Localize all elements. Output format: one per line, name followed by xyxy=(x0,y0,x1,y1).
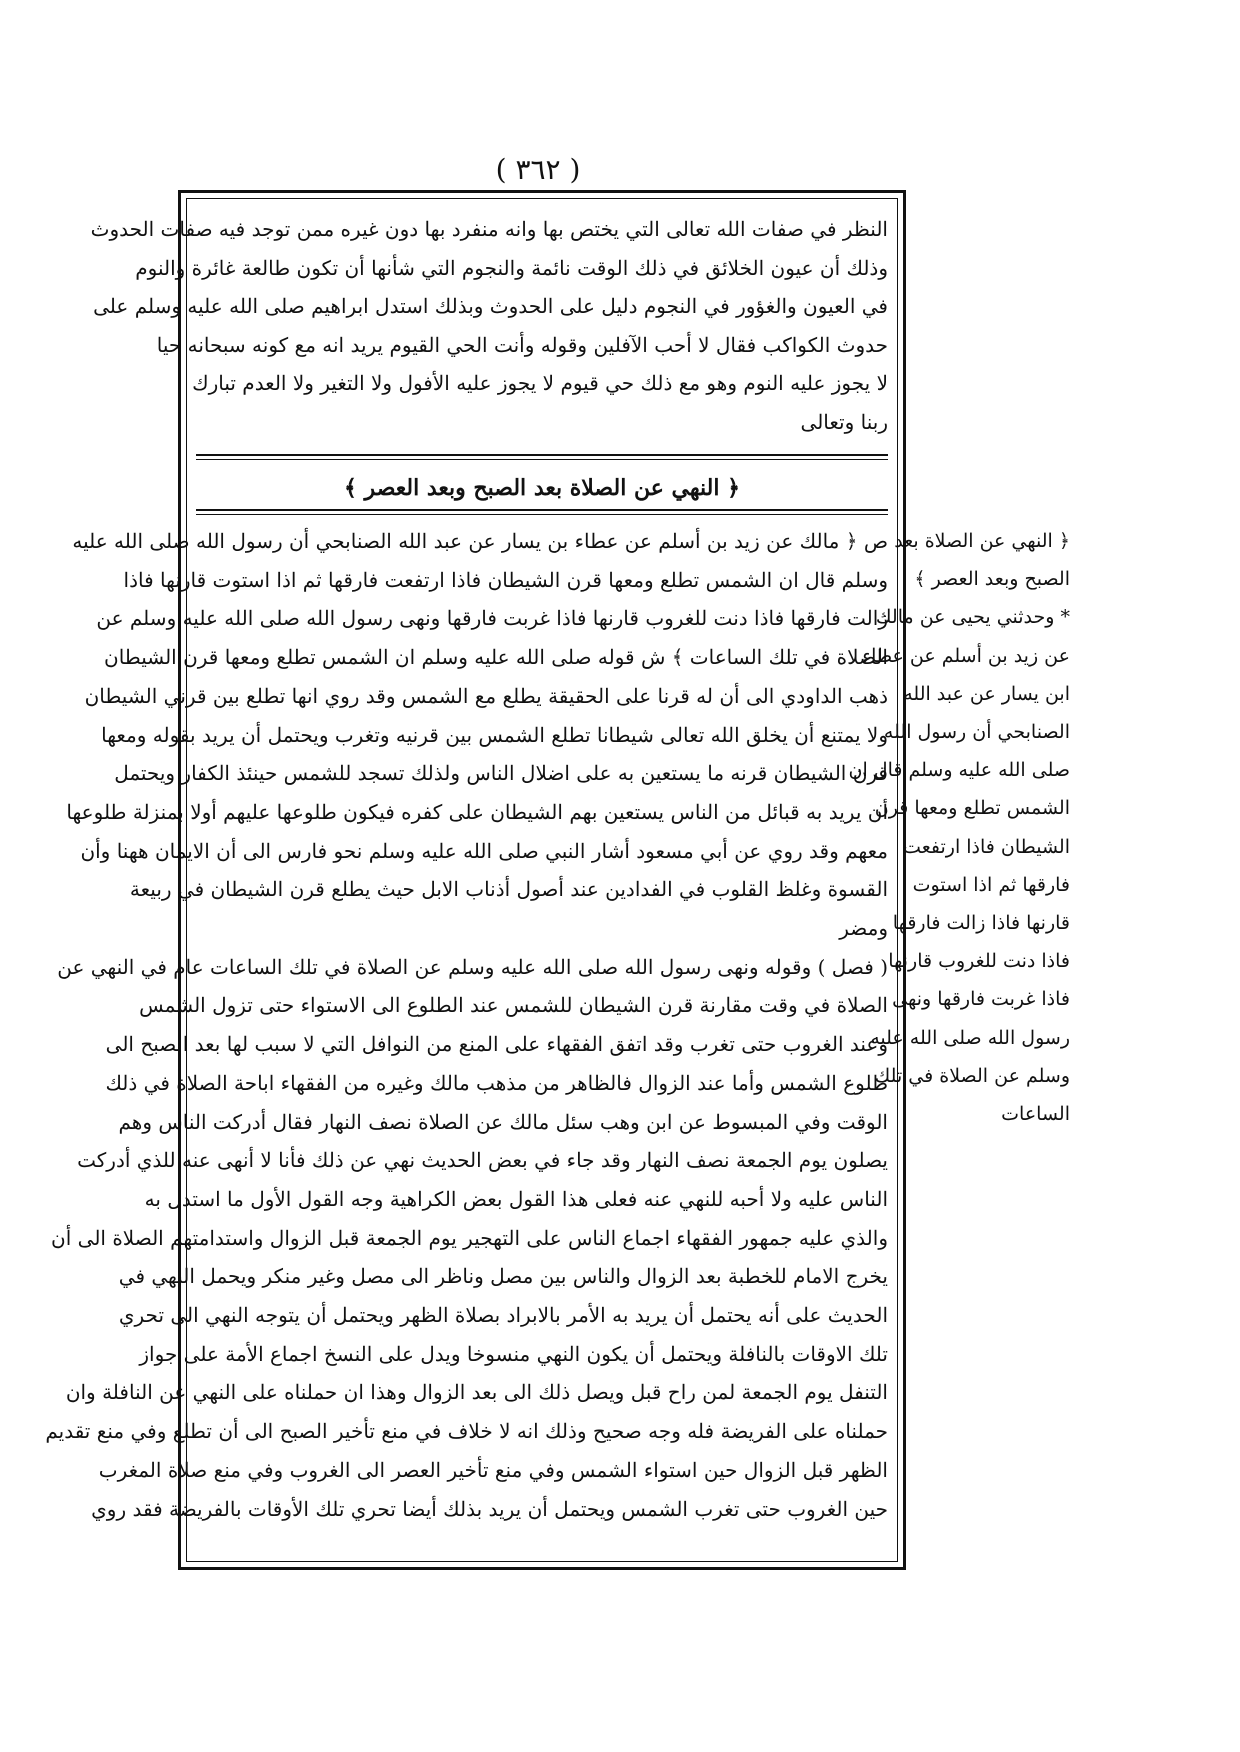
text-line: أن يريد به قبائل من الناس يستعين بهم الشيطان على كفره فيكون طلوعها عليهم أولا بمنزلة طلوعها xyxy=(66,799,888,824)
divider-bottom-thin xyxy=(196,514,888,515)
text-line: تلك الاوقات بالنافلة ويحتمل أن يكون النهي منسوخا ويدل على النسخ اجماع الأمة على جواز xyxy=(139,1341,888,1366)
text-line: الوقت وفي المبسوط عن ابن وهب سئل مالك عن الصلاة نصف النهار فقال أدركت الناس وهم xyxy=(118,1109,888,1134)
margin-line: الشمس تطلع ومعها قرن xyxy=(874,797,1070,820)
margin-line: رسول الله صلى الله عليه xyxy=(870,1026,1070,1049)
text-line: ص ﴿ مالك عن زيد بن أسلم عن عطاء بن يسار عن عبد الله الصنابحي أن رسول الله صلى الله عليه xyxy=(72,529,888,553)
text-line: ( فصل ) وقوله ونهى رسول الله صلى الله عليه وسلم عن الصلاة في تلك الساعات عام في النهي عن xyxy=(57,954,888,979)
text-line: الظهر قبل الزوال حين استواء الشمس وفي منع تأخير العصر الى الغروب وفي منع صلاة المغرب xyxy=(98,1457,888,1482)
text-line: لا يجوز عليه النوم وهو مع ذلك حي قيوم لا يجوز عليه الأفول ولا التغير ولا العدم تبارك xyxy=(192,371,888,395)
text-line: وعند الغروب حتى تغرب وقد اتفق الفقهاء على المنع من النوافل التي لا سبب لها بعد الصبح الى xyxy=(105,1032,888,1057)
text-line: حين الغروب حتى تغرب الشمس ويحتمل أن يريد بذلك أيضا تحري تلك الأوقات بالفريضة فقد روي xyxy=(91,1496,888,1521)
main-text xyxy=(45,522,888,1528)
margin-line: قارنها فاذا زالت فارقها xyxy=(892,912,1070,935)
text-line: زالت فارقها فاذا دنت للغروب قارنها فاذا غربت فارقها ونهى رسول الله صلى الله عليه وسلم عن xyxy=(96,606,888,631)
text-line: ومضر xyxy=(839,916,888,941)
divider-top xyxy=(196,454,888,456)
text-line: حملناه على الفريضة فله وجه صحيح وذلك انه لا خلاف في منع تأخير الصبح الى أن تطلع وفي منع تقديم xyxy=(45,1419,888,1444)
margin-line: فاذا غربت فارقها ونهى xyxy=(892,988,1070,1011)
margin-line: ﴿ النهي عن الصلاة بعد xyxy=(894,530,1070,552)
text-line: يخرج الامام للخطبة بعد الزوال والناس بين مصل وناظر الى مصل وغير منكر ويحمل النهي في xyxy=(118,1264,888,1289)
margin-line: الصبح وبعد العصر ﴾ xyxy=(914,568,1070,591)
margin-line: فاذا دنت للغروب قارنها xyxy=(888,950,1070,973)
text-line: قرن الشيطان قرنه ما يستعين به على اضلال الناس ولذلك تسجد للشمس حينئذ الكفار ويحتمل xyxy=(114,761,888,786)
text-line: ربنا وتعالى xyxy=(800,409,888,434)
text-line: وسلم قال ان الشمس تطلع ومعها قرن الشيطان فاذا ارتفعت فارقها ثم اذا استوت قارنها فاذا xyxy=(123,567,888,592)
text-line: في العيون والغؤور في النجوم دليل على الحدوث وبذلك استدل ابراهيم صلى الله عليه وسلم على xyxy=(93,294,888,318)
text-line: القسوة وغلظ القلوب في الفدادين عند أصول أذناب الابل حيث يطلع قرن الشيطان في ربيعة xyxy=(129,877,888,902)
text-line: الحديث على أنه يحتمل أن يريد به الأمر بالابراد بصلاة الظهر ويحتمل أن يتوجه النهي الى تحري xyxy=(118,1303,888,1328)
margin-line: عن زيد بن أسلم عن عطاء xyxy=(862,644,1070,667)
text-line: الناس عليه ولا أحبه للنهي عنه فعلى هذا القول بعض الكراهية وجه القول الأول ما استدل به xyxy=(144,1186,888,1211)
text-line: يصلون يوم الجمعة نصف النهار وقد جاء في بعض الحديث نهي عن ذلك فأنا لا أنهى عنه للذي أدركت xyxy=(77,1148,888,1173)
text-line: الصلاة في تلك الساعات ﴾ ش قوله صلى الله عليه وسلم ان الشمس تطلع ومعها قرن الشيطان xyxy=(104,645,888,670)
margin-line: صلى الله عليه وسلم قال ان xyxy=(848,759,1070,782)
margin-line: الشيطان فاذا ارتفعت xyxy=(903,835,1070,858)
chapter-heading: ﴿ النهي عن الصلاة بعد الصبح وبعد العصر ﴾ xyxy=(344,475,740,501)
text-line: ولا يمتنع أن يخلق الله تعالى شيطانا تطلع الشمس بين قرنيه وتغرب ويحتمل أن يريد بقوله ومعها xyxy=(101,722,888,747)
margin-line: * وحدثني يحيى عن مالك xyxy=(875,606,1070,629)
margin-line: فارقها ثم اذا استوت xyxy=(912,873,1070,896)
divider-top-thin xyxy=(196,459,888,460)
text-line: ذهب الداودي الى أن له قرنا على الحقيقة يطلع مع الشمس وقد روي انها تطلع بين قرني الشيطان xyxy=(84,683,888,708)
page-number: ( ٣٦٢ ) xyxy=(495,153,581,186)
text-line: طلوع الشمس وأما عند الزوال فالظاهر من مذهب مالك وغيره من الفقهاء اباحة الصلاة في ذلك xyxy=(105,1070,888,1095)
text-line: والذي عليه جمهور الفقهاء اجماع الناس على التهجير يوم الجمعة قبل الزوال واستدامتهم الصلاة الى أن xyxy=(51,1225,888,1250)
intro-text xyxy=(90,210,888,441)
margin-line: وسلم عن الصلاة في تلك xyxy=(874,1064,1070,1087)
margin-line: الساعات xyxy=(1001,1103,1070,1126)
text-line: وذلك أن عيون الخلائق في ذلك الوقت نائمة والنجوم التي شأنها أن تكون طالعة غائرة والنوم xyxy=(135,255,888,280)
text-line: حدوث الكواكب فقال لا أحب الآفلين وقوله وأنت الحي القيوم يريد انه مع كونه سبحانه حيا xyxy=(156,332,888,357)
text-line: معهم وقد روي عن أبي مسعود أشار النبي صلى الله عليه وسلم نحو فارس الى أن الايمان ههنا وأن xyxy=(80,838,888,863)
text-line: الصلاة في وقت مقارنة قرن الشيطان للشمس عند الطلوع الى الاستواء حتى تزول الشمس xyxy=(139,993,888,1018)
text-line: النظر في صفات الله تعالى التي يختص بها وانه منفرد بها دون غيره ممن توجد فيه صفات الحدوث xyxy=(90,217,888,241)
margin-line: ابن يسار عن عبد الله xyxy=(903,682,1070,705)
divider-bottom xyxy=(196,509,888,511)
margin-line: الصنابحي أن رسول الله xyxy=(883,721,1070,744)
text-line: التنفل يوم الجمعة لمن راح قبل ويصل ذلك الى بعد الزوال وهذا ان حملناه على النهي عن النافلة وان xyxy=(65,1380,888,1405)
